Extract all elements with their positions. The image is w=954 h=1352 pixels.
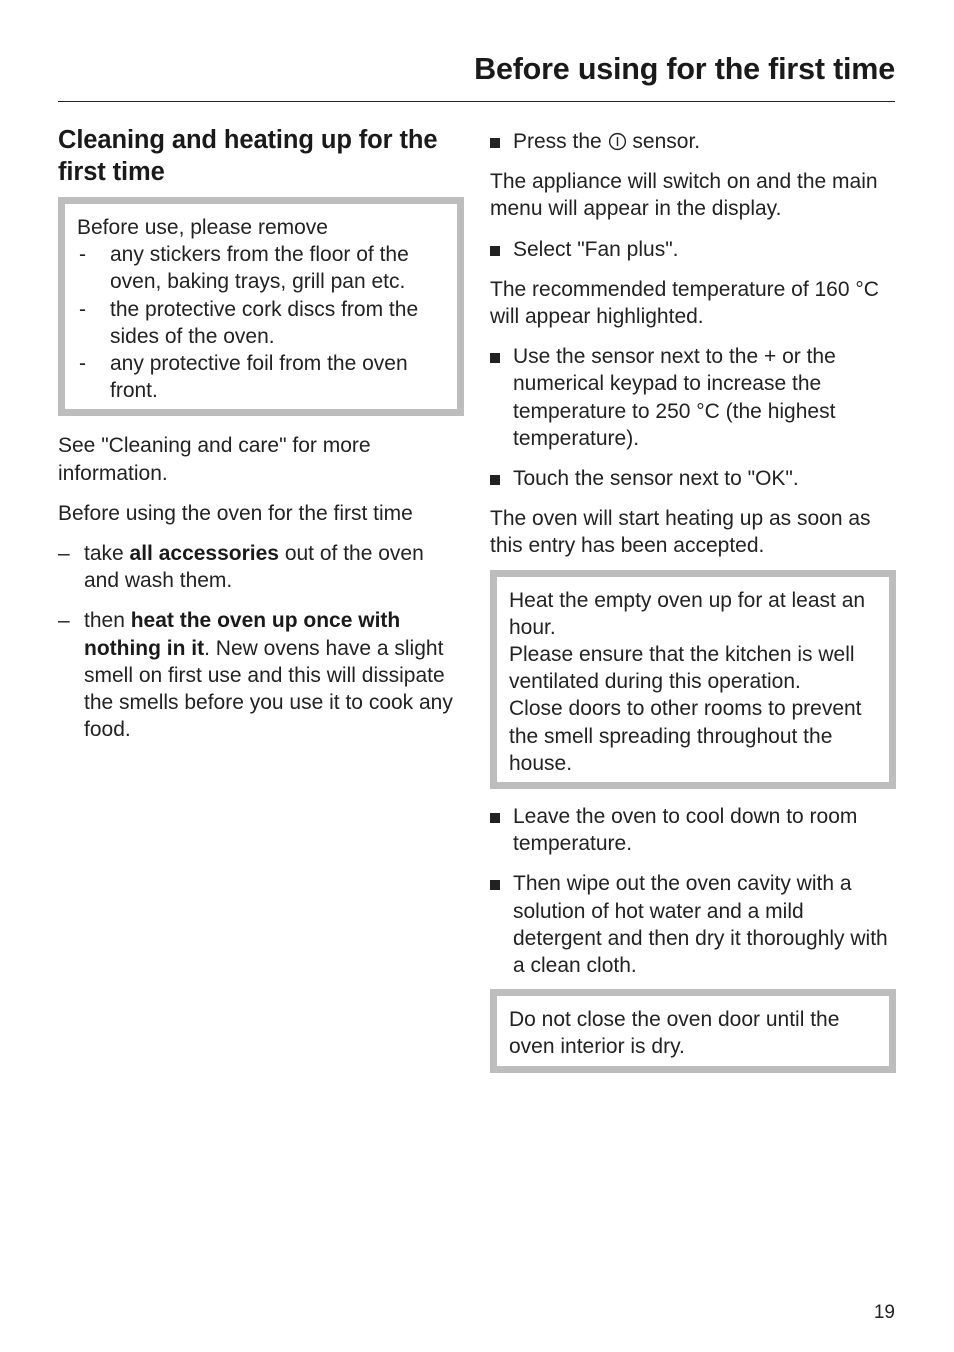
page-number: 19 [873,1302,895,1323]
recommended-temp-text: The recommended temperature of 160 °C will appear highlighted. [490,277,879,329]
step-cool-down [490,803,896,857]
step-text: Select "Fan plus". [513,237,679,261]
step-text: Then wipe out the oven cavity with a solution of hot water and a mild detergent and then dry it thoroughly with a clean cloth. [513,872,888,978]
notice-line: Please ensure that the kitchen is well ventilated during this operation. [509,643,855,694]
step-select-fan-plus [490,236,896,263]
notice-line: Close doors to other rooms to prevent the smell spreading throughout the house. [509,697,862,775]
dash-marker: – [58,609,70,633]
step-text: Press the [513,130,602,153]
list-item-text: any protective foil from the oven front. [110,352,408,403]
step-press-sensor [490,128,896,155]
page-title: Before using for the first time [474,52,895,86]
first-use-steps [58,540,464,743]
square-bullet-icon [490,813,500,823]
left-column [58,124,464,743]
before-use-text: Before using the oven for the first time [58,501,413,525]
list-item [58,607,464,743]
step-post: out of the oven and wash them. [84,542,424,593]
section-title: Cleaning and heating up for the first time [58,126,438,186]
step-text: Leave the oven to cool down to room temperature. [513,805,858,856]
step-text: Touch the sensor next to "OK". [513,467,799,491]
step-pre: then [84,609,131,633]
page-header [58,50,895,102]
square-bullet-icon [490,880,500,890]
switch-on-text: The appliance will switch on and the main menu will appear in the display. [490,170,878,221]
door-notice-box [490,989,896,1072]
step-bold: all accessories [129,542,279,566]
step-pre: take [84,542,130,566]
list-item [77,241,445,295]
list-item [77,296,445,350]
dash-marker: – [58,542,70,566]
notice-intro: Before use, please remove [77,216,328,239]
step-text: sensor. [632,130,701,153]
dash-marker: - [79,352,86,376]
square-bullet-icon [490,246,500,256]
step-post: . New ovens have a slight smell on first use and this will dissipate the smells before you use it to cook any food. [84,636,453,742]
heating-text: The oven will start heating up as soon as this entry has been accepted. [490,507,871,558]
square-bullet-icon [490,475,500,485]
step-bold: heat the oven up once with nothing in it [84,609,401,660]
power-icon [608,132,627,151]
step-text: Use the sensor next to the + or the numerical keypad to increase the temperature to 250 °C (the highest temperature). [513,345,836,450]
right-column [490,128,896,1073]
step-touch-ok [490,465,896,492]
square-bullet-icon [490,138,500,148]
notice-line: Heat the empty oven up for at least an hour. [509,588,866,639]
square-bullet-icon [490,353,500,363]
see-also-text: See "Cleaning and care" for more information. [58,434,371,485]
step-increase-temp [490,343,896,452]
list-item [77,350,445,404]
dash-marker: - [79,243,86,267]
removal-list [77,241,445,404]
list-item [58,540,464,594]
list-item-text: the protective cork discs from the sides of the oven. [110,297,419,348]
dash-marker: - [79,297,86,321]
notice-line: Do not close the oven door until the oven interior is dry. [509,1008,840,1059]
removal-notice-box [58,197,464,416]
heat-notice-box [490,570,896,789]
step-wipe-out [490,870,896,979]
list-item-text: any stickers from the floor of the oven, baking trays, grill pan etc. [110,243,409,294]
